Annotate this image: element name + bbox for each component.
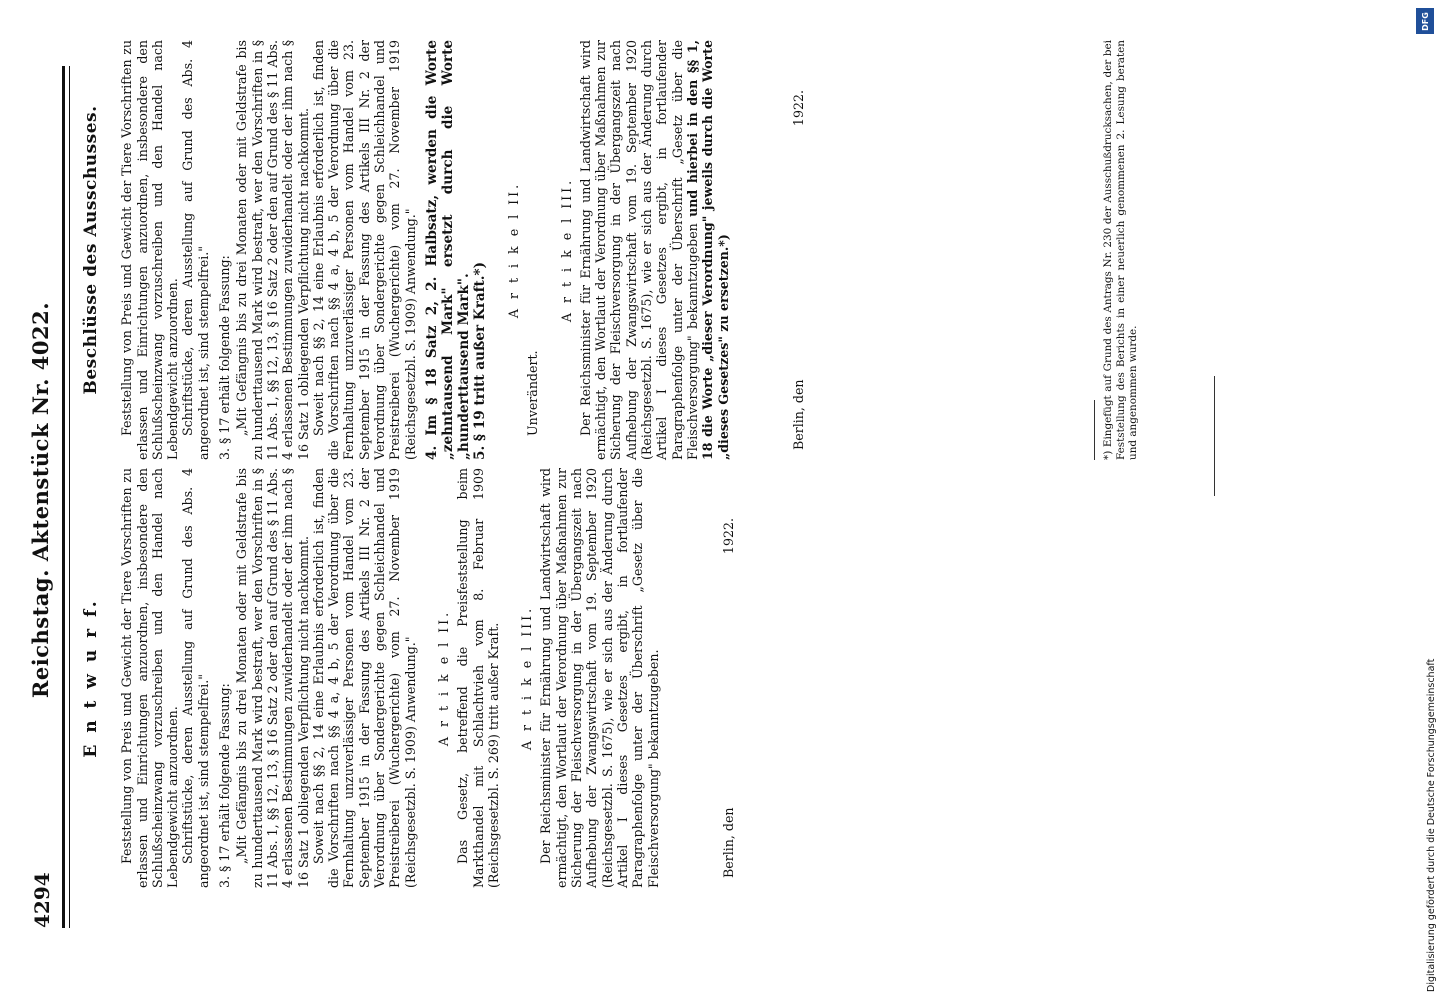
draft-article-2-title: A r t i k e l II. (435, 609, 451, 747)
draft-quote: „Mit Gefängnis bis zu drei Monaten oder mit Geldstrafe bis zu hunderttausend Mark wird bestraft, wer den Vorschriften in § 11 Abs. 1, §§ 12, 13, § 16 Satz 2 oder den auf Grund des § 11 Abs. 4 erlassenen Bestimmungen zuwiderhandelt oder der ihm nach § 16 Satz 1 obliegenden Verpflichtung nicht nachkommt. (234, 468, 311, 888)
draft-heading: E n t w u r f. (81, 598, 101, 758)
column-end-rule (1214, 376, 1215, 496)
committee-year: 1922. (790, 90, 806, 127)
draft-paragraph: Feststellung von Preis und Gewicht der Tiere Vorschriften zu erlassen und Einrichtungen anzuordnen, insbesondere den Schlußscheinzwang vorzuschreiben und den Handel nach Lebendgewicht anzuordnen. (119, 468, 181, 888)
draft-year: 1922. (720, 518, 736, 555)
draft-column (78, 468, 736, 888)
committee-paragraph: Feststellung von Preis und Gewicht der Tiere Vorschriften zu erlassen und Einrichtungen anzuordnen, insbesondere den Schlußscheinzwang vorzuschreiben und den Handel nach Lebendgewicht anzuordnen. (119, 40, 181, 460)
header-rule-thick (62, 66, 65, 928)
committee-article-3-text-b: und hierbei in den §§ 1, 18 die Worte „dieser Verordnung" jeweils durch die Worte „dieses Gesetzes" zu ersetzen.*) (684, 40, 731, 460)
committee-article-3-title: A r t i k e l III. (558, 177, 574, 323)
committee-date-line (791, 40, 806, 460)
committee-article-2-text: Unverändert. (525, 350, 541, 436)
header-rule-thin (69, 66, 70, 928)
committee-item-5: 5. § 19 tritt außer Kraft.*) (471, 261, 488, 460)
draft-article-3-text: Der Reichsminister für Ernährung und Landwirtschaft wird ermächtigt, den Wortlaut der Verordnung über Maßnahmen zur Sicherung der Fleischversorgung in der Übergangszeit nach Aufhebung der Zwangswirtschaft vom 19. September 1920 (Reichsgesetzbl. S. 1675), wie er sich aus der Änderung durch Artikel I dieses Gesetzes ergibt, in fortlaufender Paragraphenfolge unter der Überschrift „Gesetz über die Fleischversorgung" bekanntzugeben. (538, 468, 661, 888)
draft-date-line (721, 468, 736, 888)
page-header-title: Reichstag. Aktenstück Nr. 4022. (28, 301, 53, 699)
credit-text: Digitalisierung gefördert durch die Deutsche Forschungsgemeinschaft (1426, 658, 1437, 992)
draft-paragraph: Schriftstücke, deren Ausstellung auf Grund des Abs. 4 angeordnet ist, sind stempelfrei." (180, 468, 211, 888)
committee-place: Berlin, den (790, 379, 806, 450)
draft-place: Berlin, den (720, 807, 736, 878)
footnote-rule (1094, 400, 1095, 460)
digitization-credit (1414, 8, 1438, 992)
draft-paragraph: Soweit nach §§ 2, 14 eine Erlaubnis erforderlich ist, finden die Vorschriften nach §§ 4 a, 4 b, 5 der Verordnung über die Fernhaltung unzuverlässiger Personen vom Handel vom 23. September 1915 in der Fassung des Artikels III Nr. 2 der Verordnung über Sondergerichte gegen Schleichhandel und Preistreiberei (Wuchergerichte) vom 27. November 1919 (Reichsgesetzbl. S. 1909) Anwendung." (310, 468, 418, 888)
committee-item-3: 3. § 17 erhält folgende Fassung: (217, 255, 233, 460)
dfg-logo-text: DFG (1420, 11, 1430, 31)
committee-column (78, 40, 806, 460)
committee-quote: „Mit Gefängnis bis zu drei Monaten oder mit Geldstrafe bis zu hunderttausend Mark wird bestraft, wer den Vorschriften in § 11 Abs. 1, §§ 12, 13, § 16 Satz 2 oder den auf Grund des § 11 Abs. 4 erlassenen Bestimmungen zuwiderhandelt oder der ihm nach § 16 Satz 1 obliegenden Verpflichtung nicht nachkommt. (234, 40, 311, 460)
dfg-logo (1416, 8, 1434, 34)
draft-article-2-text: Das Gesetz, betreffend die Preisfeststellung beim Markthandel mit Schlachtvieh vom 8. Februar 1909 (Reichsgesetzbl. S. 269) tritt außer Kraft. (455, 468, 501, 888)
committee-paragraph: Soweit nach §§ 2, 14 eine Erlaubnis erforderlich ist, finden die Vorschriften nach §§ 4 a, 4 b, 5 der Verordnung über die Fernhaltung unzuverlässiger Personen vom Handel vom 23. September 1915 in der Fassung des Artikels III Nr. 2 der Verordnung über Sondergerichte gegen Schleichhandel und Preistreiberei (Wuchergerichte) vom 27. November 1919 (Reichsgesetzbl. S. 1909) Anwendung." (310, 40, 418, 460)
committee-article-3-text-a: Der Reichsminister für Ernährung und Landwirtschaft wird ermächtigt, den Wortlaut der Verordnung über Maßnahmen zur Sicherung der Fleischversorgung in der Übergangszeit nach Aufhebung der Zwangswirtschaft vom 19. September 1920 (Reichsgesetzbl. S. 1675), wie er sich aus der Änderung durch Artikel I dieses Gesetzes ergibt, in fortlaufender Paragraphenfolge unter der Überschrift „Gesetz über die Fleischversorgung" bekanntzugeben (577, 40, 700, 460)
committee-article-2-title: A r t i k e l II. (505, 181, 521, 319)
draft-item-3: 3. § 17 erhält folgende Fassung: (217, 683, 233, 888)
draft-article-3-title: A r t i k e l III. (519, 605, 535, 751)
page-number: 4294 (30, 872, 54, 928)
footnote: *) Eingefügt auf Grund des Antrags Nr. 230 der Ausschußdrucksachen, der bei Feststellung des Berichts in einer neuerlich genommenen 2. Lesung beraten und angenommen wurde. (1102, 40, 1139, 460)
committee-item-4: 4. Im § 18 Satz 2, 2. Halbsatz, werden die Worte „zehntausend Mark" ersetzt durch die Worte „hunderttausend Mark". (423, 40, 472, 460)
committee-paragraph: Schriftstücke, deren Ausstellung auf Grund des Abs. 4 angeordnet ist, sind stempelfrei." (180, 40, 211, 460)
committee-heading: Beschlüsse des Ausschusses. (81, 105, 101, 395)
committee-article-3-text (578, 40, 731, 460)
